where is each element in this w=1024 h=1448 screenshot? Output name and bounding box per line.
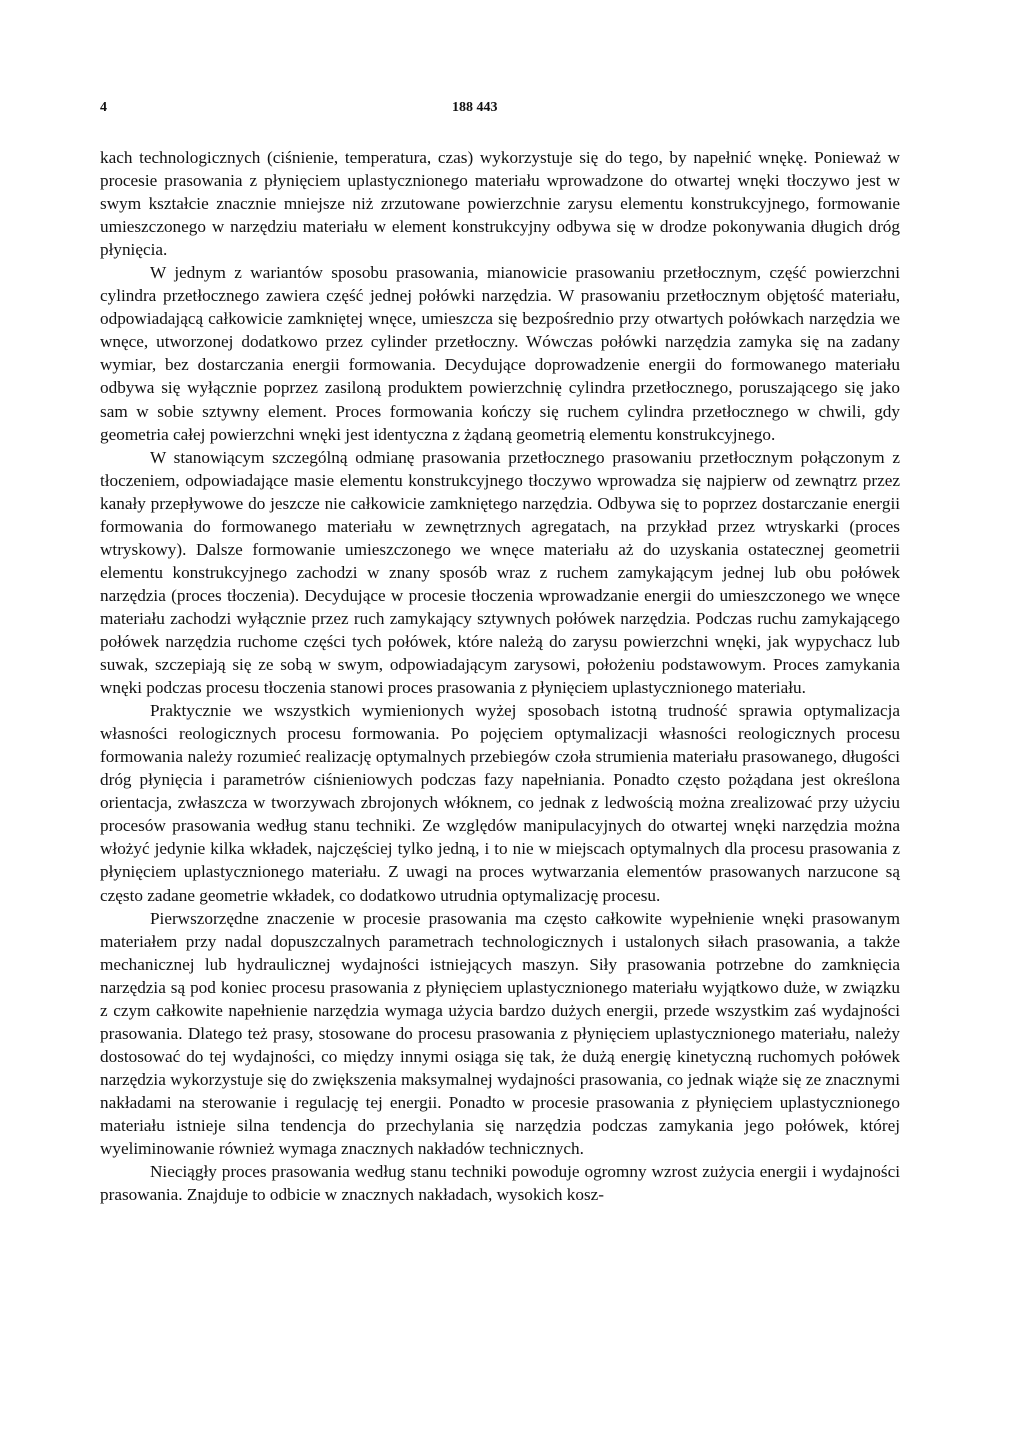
page-header (100, 100, 900, 120)
page-number: 4 (100, 100, 107, 115)
paragraph: Praktycznie we wszystkich wymienionych wyżej sposobach istotną trudność sprawia optymalizacja własności reologicznych procesu formowania. Po pojęciem optymalizacji własności reologicznych procesu formowania należy rozumieć realizację optymalnych przebiegów czoła strumienia materiału prasowanego, długości dróg płynięcia i parametrów ciśnieniowych podczas fazy napełniania. Ponadto często pożądana jest określona orientacja, zwłaszcza w tworzywach zbrojonych włóknem, co jednak z ledwością można zrealizować przy użyciu procesów prasowania według stanu techniki. Ze względów manipulacyjnych do otwartej wnęki narzędzia można włożyć jedynie kilka wkładek, najczęściej tylko jedną, i to nie w miejscach optymalnych dla procesu prasowania z płynięciem uplastycznionego materiału. Z uwagi na proces wytwarzania elementów prasowanych narzucone są często zadane geometrie wkładek, co dodatkowo utrudnia optymalizację procesu. (100, 701, 900, 905)
paragraph: Pierwszorzędne znaczenie w procesie prasowania ma często całkowite wypełnienie wnęki prasowanym materiałem przy nadal dopuszczalnych parametrach technologicznych i ustalonych siłach prasowania, a także mechanicznej lub hydraulicznej wydajności istniejących maszyn. Siły prasowania potrzebne do zamknięcia narzędzia są pod koniec procesu prasowania z płynięciem uplastycznionego materiału wyjątkowo duże, w związku z czym całkowite napełnienie narzędzia wymaga użycia bardzo dużych energii, przede wszystkim zaś wydajności prasowania. Dlatego też prasy, stosowane do procesu prasowania z płynięciem uplastycznionego materiału, należy dostosować do tej wydajności, co między innymi osiąga się tak, że dużą energię kinetyczną ruchomych połówek narzędzia wykorzystuje się do zwiększenia maksymalnej wydajności prasowania, co jednak wiąże się ze znacznymi nakładami na sterowanie i regulację tej energii. Ponadto w procesie prasowania z płynięciem uplastycznionego materiału istnieje silna tendencja do przechylania się narzędzia podczas zamykania jego połówek, której wyeliminowanie również wymaga znacznych nakładów technicznych. (100, 908, 900, 1159)
paragraph: W stanowiącym szczególną odmianę prasowania przetłocznego prasowaniu przetłocznym połączonym z tłoczeniem, odpowiadające masie elementu konstrukcyjnego tłoczywo wprowadza się najpierw od zewnątrz przez kanały przepływowe do jeszcze nie całkowicie zamkniętego narzędzia. Odbywa się to poprzez dostarczanie energii formowania do formowanego materiału w zewnętrznych agregatach, na przykład przez wtryskarki (proces wtryskowy). Dalsze formowanie umieszczonego we wnęce materiału aż do uzyskania ostatecznej geometrii elementu konstrukcyjnego zachodzi w znany sposób wraz z ruchem zamykającym jednej lub obu połówek narzędzia (proces tłoczenia). Decydujące w procesie tłoczenia wprowadzanie energii do umieszczonego we wnęce materiału zachodzi wyłącznie przez ruch zamykający sztywnych połówek narzędzia. Podczas ruchu zamykającego połówek narzędzia ruchome części tych połówek, które należą do zarysu powierzchni wnęki, jak wypychacz lub suwak, szczepiają się ze sobą w swym, odpowiadającym zarysowi, położeniu podstawowym. Proces zamykania wnęki podczas procesu tłoczenia stanowi proces prasowania z płynięciem uplastycznionego materiału. (100, 447, 900, 698)
paragraph: W jednym z wariantów sposobu prasowania, mianowicie prasowaniu przetłocznym, część powierzchni cylindra przetłocznego zawiera część jednej połówki narzędzia. W prasowaniu przetłocznym objętość materiału, odpowiadającą całkowicie zamkniętej wnęce, umieszcza się bezpośrednio przy otwartych połówkach narzędzia we wnęce, utworzonej dodatkowo przez cylinder przetłoczny. Wówczas połówki narzędzia zamyka się na zadany wymiar, bez dostarczania energii formowania. Decydujące doprowadzenie energii do formowanego materiału odbywa się wyłącznie poprzez zasiloną produktem powierzchnię cylindra przetłocznego, poruszającego się jako sam w sobie sztywny element. Proces formowania kończy się ruchem cylindra przetłocznego w chwili, gdy geometria całej powierzchni wnęki jest identyczna z żądaną geometrią elementu konstrukcyjnego. (100, 263, 900, 444)
paragraph: kach technologicznych (ciśnienie, temperatura, czas) wykorzystuje się do tego, by napełnić wnękę. Ponieważ w procesie prasowania z płynięciem uplastycznionego materiału wprowadzone do otwartej wnęki tłoczywo jest w swym kształcie znacznie mniejsze niż zrzutowane powierzchnie zarysu elementu konstrukcyjnego, formowanie umieszczonego w narzędziu materiału w element konstrukcyjny odbywa się w drodze pokonywania długich dróg płynięcia. (100, 148, 900, 260)
paragraph: Nieciągły proces prasowania według stanu techniki powoduje ogromny wzrost zużycia energii i wydajności prasowania. Znajduje to odbicie w znacznych nakładach, wysokich kosz- (100, 1162, 900, 1205)
document-number: 188 443 (452, 100, 498, 115)
document-body (100, 146, 900, 1206)
